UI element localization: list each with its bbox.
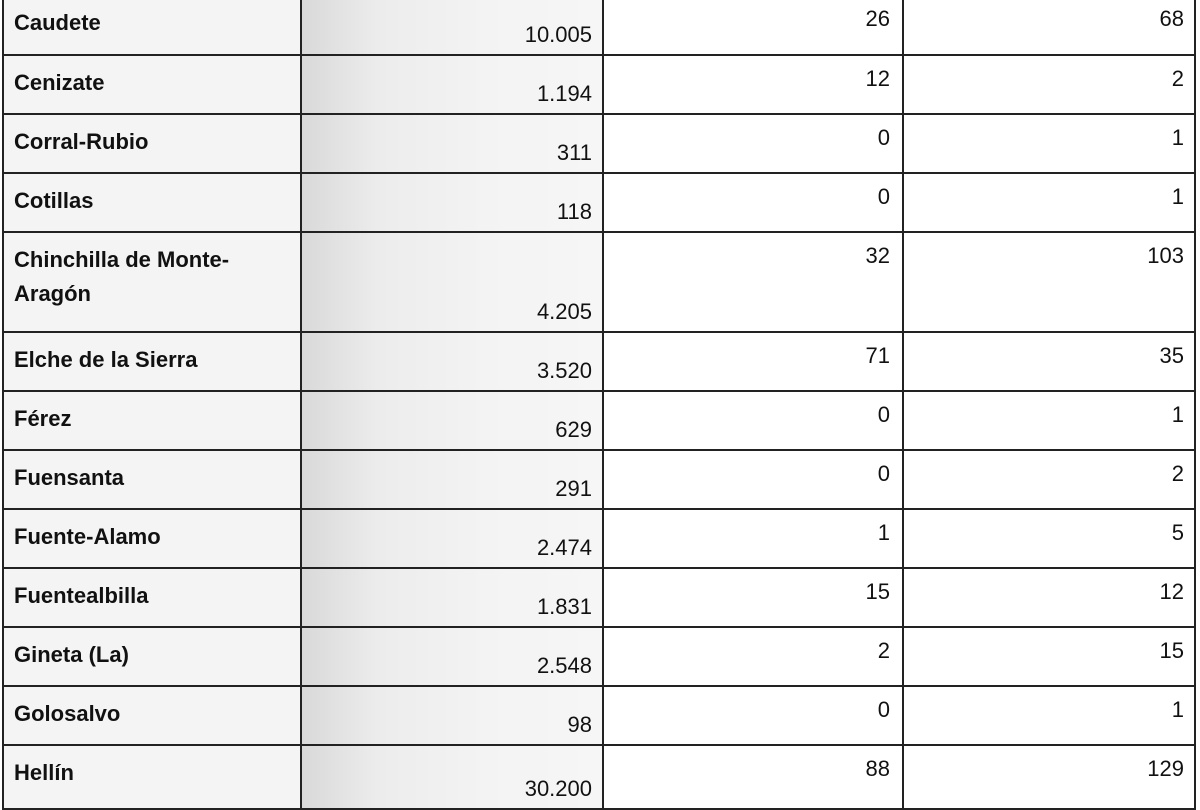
value-a-cell: 15 <box>603 568 903 627</box>
table-row <box>3 55 1195 114</box>
value-a-cell: 2 <box>603 627 903 686</box>
value-b-cell: 2 <box>903 55 1195 114</box>
value-b-cell: 1 <box>903 114 1195 173</box>
value-a-cell: 88 <box>603 745 903 809</box>
table-row <box>3 0 1195 55</box>
table-row <box>3 627 1195 686</box>
value-a-cell: 0 <box>603 391 903 450</box>
value-b-cell: 12 <box>903 568 1195 627</box>
value-b-cell: 15 <box>903 627 1195 686</box>
population-cell: 118 <box>301 173 603 232</box>
population-cell: 2.474 <box>301 509 603 568</box>
table-row <box>3 391 1195 450</box>
value-b-cell: 103 <box>903 232 1195 332</box>
municipality-name-cell: Caudete <box>3 0 301 55</box>
municipality-name-cell: Corral-Rubio <box>3 114 301 173</box>
population-cell: 629 <box>301 391 603 450</box>
municipality-name-cell: Férez <box>3 391 301 450</box>
municipality-table <box>2 0 1196 810</box>
population-cell: 4.205 <box>301 232 603 332</box>
table-row <box>3 332 1195 391</box>
table-row <box>3 232 1195 332</box>
municipality-name-cell: Fuentealbilla <box>3 568 301 627</box>
table-row <box>3 173 1195 232</box>
value-b-cell: 1 <box>903 686 1195 745</box>
population-cell: 30.200 <box>301 745 603 809</box>
population-cell: 1.194 <box>301 55 603 114</box>
table-row <box>3 745 1195 809</box>
table-row <box>3 568 1195 627</box>
table-row <box>3 509 1195 568</box>
municipality-name-cell: Golosalvo <box>3 686 301 745</box>
value-a-cell: 26 <box>603 0 903 55</box>
municipality-name-cell: Elche de la Sierra <box>3 332 301 391</box>
population-cell: 98 <box>301 686 603 745</box>
value-b-cell: 35 <box>903 332 1195 391</box>
population-cell: 1.831 <box>301 568 603 627</box>
value-b-cell: 2 <box>903 450 1195 509</box>
value-a-cell: 12 <box>603 55 903 114</box>
value-b-cell: 129 <box>903 745 1195 809</box>
municipality-name-cell: Chinchilla de Monte-Aragón <box>3 232 301 332</box>
population-cell: 2.548 <box>301 627 603 686</box>
population-cell: 10.005 <box>301 0 603 55</box>
value-b-cell: 1 <box>903 391 1195 450</box>
table-row <box>3 686 1195 745</box>
value-a-cell: 71 <box>603 332 903 391</box>
municipality-name-cell: Hellín <box>3 745 301 809</box>
municipality-name-cell: Cotillas <box>3 173 301 232</box>
table-row <box>3 450 1195 509</box>
value-b-cell: 68 <box>903 0 1195 55</box>
municipality-name-cell: Fuensanta <box>3 450 301 509</box>
municipality-name-cell: Gineta (La) <box>3 627 301 686</box>
population-cell: 3.520 <box>301 332 603 391</box>
value-a-cell: 0 <box>603 114 903 173</box>
value-b-cell: 1 <box>903 173 1195 232</box>
value-b-cell: 5 <box>903 509 1195 568</box>
value-a-cell: 32 <box>603 232 903 332</box>
value-a-cell: 0 <box>603 450 903 509</box>
value-a-cell: 0 <box>603 173 903 232</box>
municipality-name-cell: Fuente-Alamo <box>3 509 301 568</box>
municipality-name-cell: Cenizate <box>3 55 301 114</box>
table-row <box>3 114 1195 173</box>
population-cell: 311 <box>301 114 603 173</box>
value-a-cell: 1 <box>603 509 903 568</box>
population-cell: 291 <box>301 450 603 509</box>
value-a-cell: 0 <box>603 686 903 745</box>
